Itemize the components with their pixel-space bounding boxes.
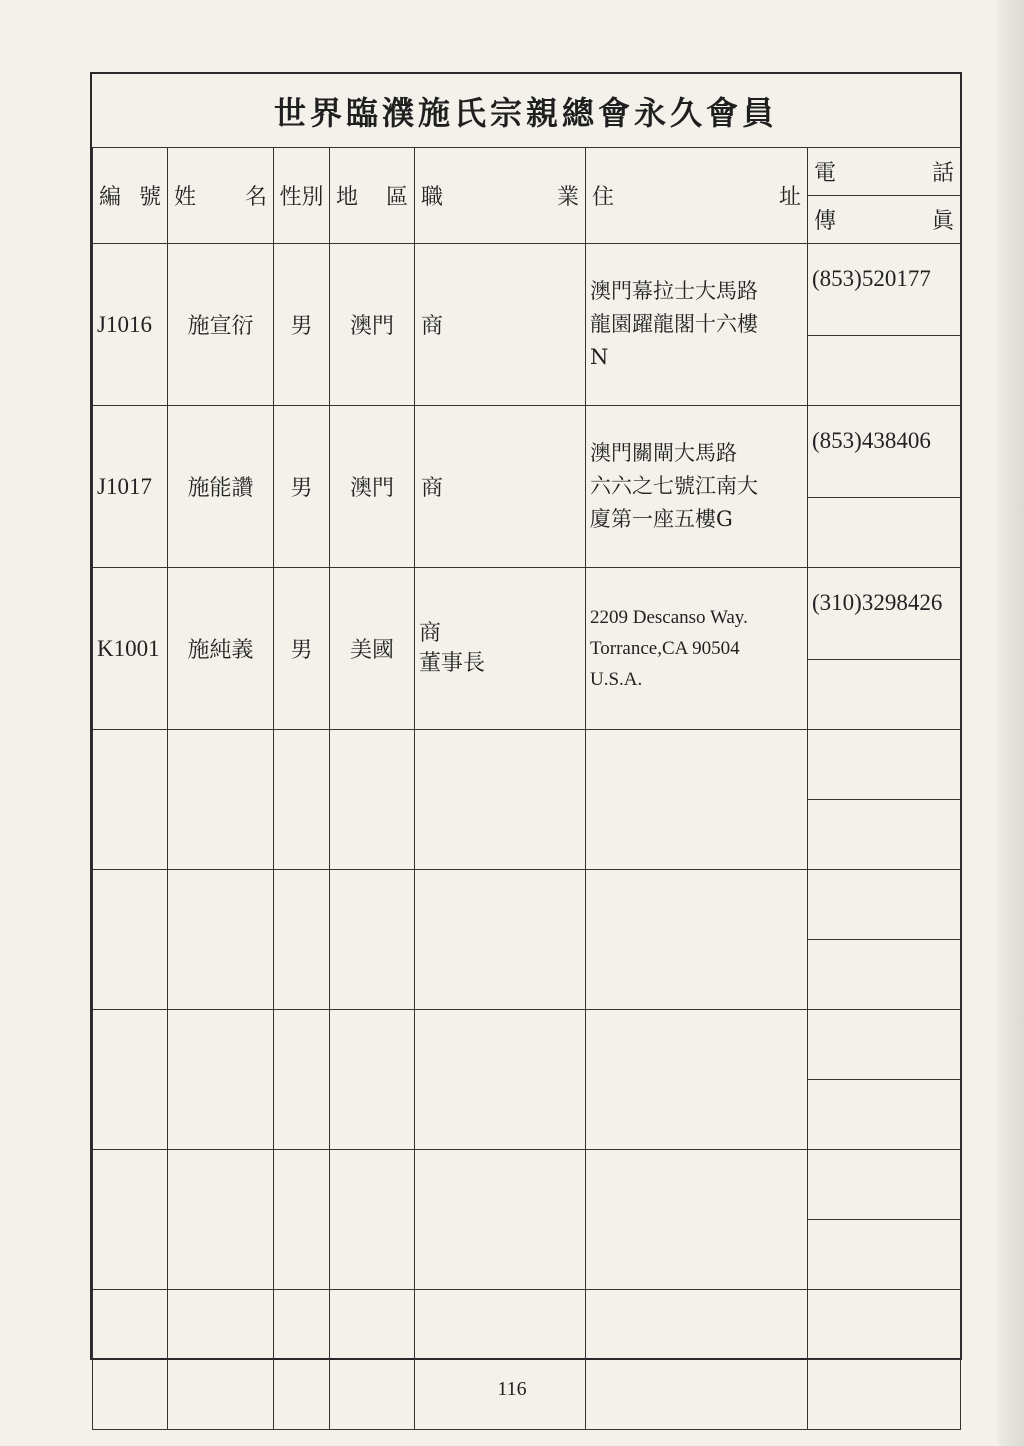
empty-cell [274, 1150, 330, 1290]
empty-table-row [93, 1290, 961, 1360]
member-name: 施宣衍 [168, 244, 274, 406]
empty-cell [415, 730, 586, 870]
empty-cell [274, 870, 330, 1010]
member-occupation: 商 [415, 244, 586, 406]
empty-cell [93, 870, 168, 1010]
empty-cell [586, 1150, 808, 1290]
empty-cell [93, 1150, 168, 1290]
member-address: 2209 Descanso Way. Torrance,CA 90504 U.S.A. [586, 568, 808, 730]
empty-cell [274, 1290, 330, 1430]
empty-cell [415, 1010, 586, 1150]
empty-cell [330, 870, 415, 1010]
empty-cell [415, 1150, 586, 1290]
empty-phone-cell [808, 1290, 961, 1360]
empty-table-row [93, 870, 961, 940]
member-table-frame [90, 72, 962, 1360]
member-fax [808, 336, 961, 406]
member-region: 澳門 [330, 406, 415, 568]
empty-cell [168, 1010, 274, 1150]
header-fax: 傳 眞 [808, 196, 961, 244]
member-region: 澳門 [330, 244, 415, 406]
header-region: 地 區 [330, 148, 415, 244]
table-row [93, 244, 961, 336]
member-sex: 男 [274, 568, 330, 730]
header-sex: 性別 [274, 148, 330, 244]
empty-cell [93, 1290, 168, 1430]
header-occupation: 職 業 [415, 148, 586, 244]
empty-cell [330, 1150, 415, 1290]
empty-phone-cell [808, 870, 961, 940]
member-phone: (310)3298426 [808, 568, 961, 660]
page-title: 世界臨濮施氏宗親總會永久會員 [273, 93, 778, 132]
empty-cell [274, 1010, 330, 1150]
member-occupation: 商 董事長 [415, 568, 586, 730]
empty-phone-cell [808, 1010, 961, 1080]
member-sex: 男 [274, 244, 330, 406]
empty-fax-cell [808, 1080, 961, 1150]
empty-cell [415, 1290, 586, 1430]
page-edge [998, 0, 1024, 1446]
empty-phone-cell [808, 730, 961, 800]
header-number: 編 號 [93, 148, 168, 244]
member-number: J1017 [93, 406, 168, 568]
table-row [93, 406, 961, 498]
title-box [92, 74, 960, 148]
empty-cell [168, 1150, 274, 1290]
empty-rows [93, 730, 961, 1430]
empty-table-row [93, 1150, 961, 1220]
member-name: 施能讚 [168, 406, 274, 568]
empty-cell [586, 1010, 808, 1150]
empty-cell [168, 870, 274, 1010]
header-name: 姓 名 [168, 148, 274, 244]
empty-cell [168, 730, 274, 870]
empty-table-row [93, 730, 961, 800]
member-phone: (853)438406 [808, 406, 961, 498]
member-address: 澳門幕拉士大馬路 龍園躍龍閣十六樓 N [586, 244, 808, 406]
empty-cell [93, 1010, 168, 1150]
member-rows [93, 244, 961, 730]
member-region: 美國 [330, 568, 415, 730]
empty-cell [168, 1290, 274, 1430]
empty-cell [586, 730, 808, 870]
member-number: J1016 [93, 244, 168, 406]
empty-cell [330, 1290, 415, 1430]
table-row [93, 568, 961, 660]
member-sex: 男 [274, 406, 330, 568]
page-number: 116 [497, 1378, 527, 1400]
member-occupation: 商 [415, 406, 586, 568]
member-address: 澳門關閘大馬路 六六之七號江南大 廈第一座五樓G [586, 406, 808, 568]
empty-cell [330, 1010, 415, 1150]
member-table [92, 147, 961, 1430]
empty-fax-cell [808, 800, 961, 870]
member-name: 施純義 [168, 568, 274, 730]
member-fax [808, 498, 961, 568]
member-phone: (853)520177 [808, 244, 961, 336]
empty-cell [93, 730, 168, 870]
member-fax [808, 660, 961, 730]
empty-cell [586, 870, 808, 1010]
empty-cell [586, 1290, 808, 1430]
empty-fax-cell [808, 940, 961, 1010]
empty-table-row [93, 1010, 961, 1080]
empty-fax-cell [808, 1220, 961, 1290]
empty-phone-cell [808, 1150, 961, 1220]
member-number: K1001 [93, 568, 168, 730]
empty-cell [330, 730, 415, 870]
empty-cell [415, 870, 586, 1010]
header-phone: 電 話 [808, 148, 961, 196]
header-address: 住 址 [586, 148, 808, 244]
empty-cell [274, 730, 330, 870]
